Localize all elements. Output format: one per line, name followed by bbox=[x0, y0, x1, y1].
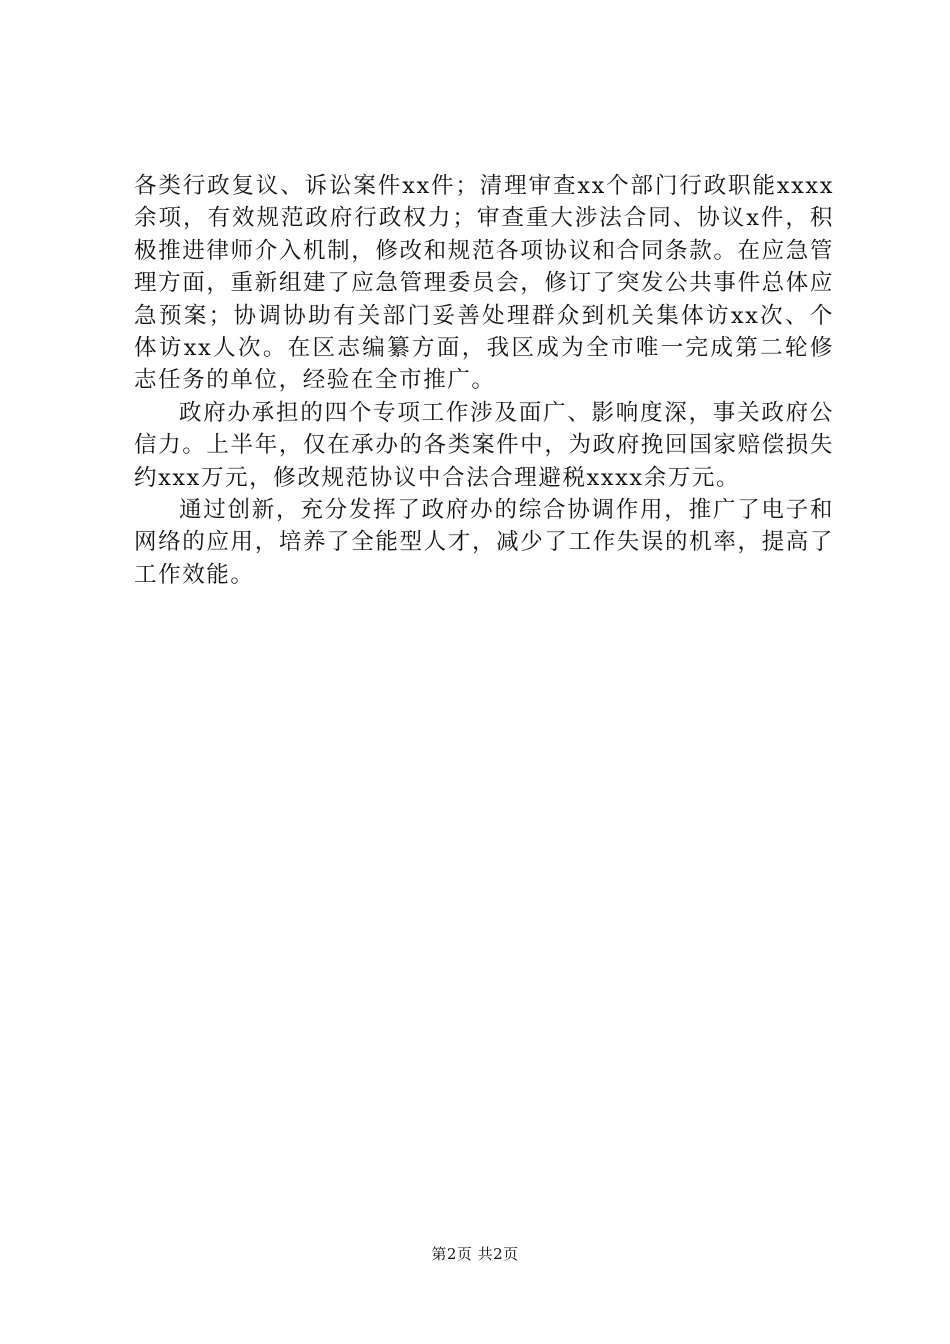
document-body bbox=[134, 170, 834, 591]
paragraph-1: 各类行政复议、诉讼案件xx件；清理审查xx个部门行政职能xxxx余项，有效规范政府行政权力；审查重大涉法合同、协议x件，积极推进律师介入机制，修改和规范各项协议和合同条款。在应急管理方面，重新组建了应急管理委员会，修订了突发公共事件总体应急预案；协调协助有关部门妥善处理群众到机关集体访xx次、个体访xx人次。在区志编纂方面，我区成为全市唯一完成第二轮修志任务的单位，经验在全市推广。 bbox=[134, 173, 834, 394]
paragraph-2: 政府办承担的四个专项工作涉及面广、影响度深，事关政府公信力。上半年，仅在承办的各类案件中，为政府挽回国家赔偿损失约xxx万元，修改规范协议中合法合理避税xxxx余万元。 bbox=[134, 399, 834, 491]
paragraph-3: 通过创新，充分发挥了政府办的综合协调作用，推广了电子和网络的应用，培养了全能型人才，减少了工作失误的机率，提高了工作效能。 bbox=[134, 497, 834, 588]
page-number-footer: 第2页 共2页 bbox=[431, 1245, 519, 1263]
